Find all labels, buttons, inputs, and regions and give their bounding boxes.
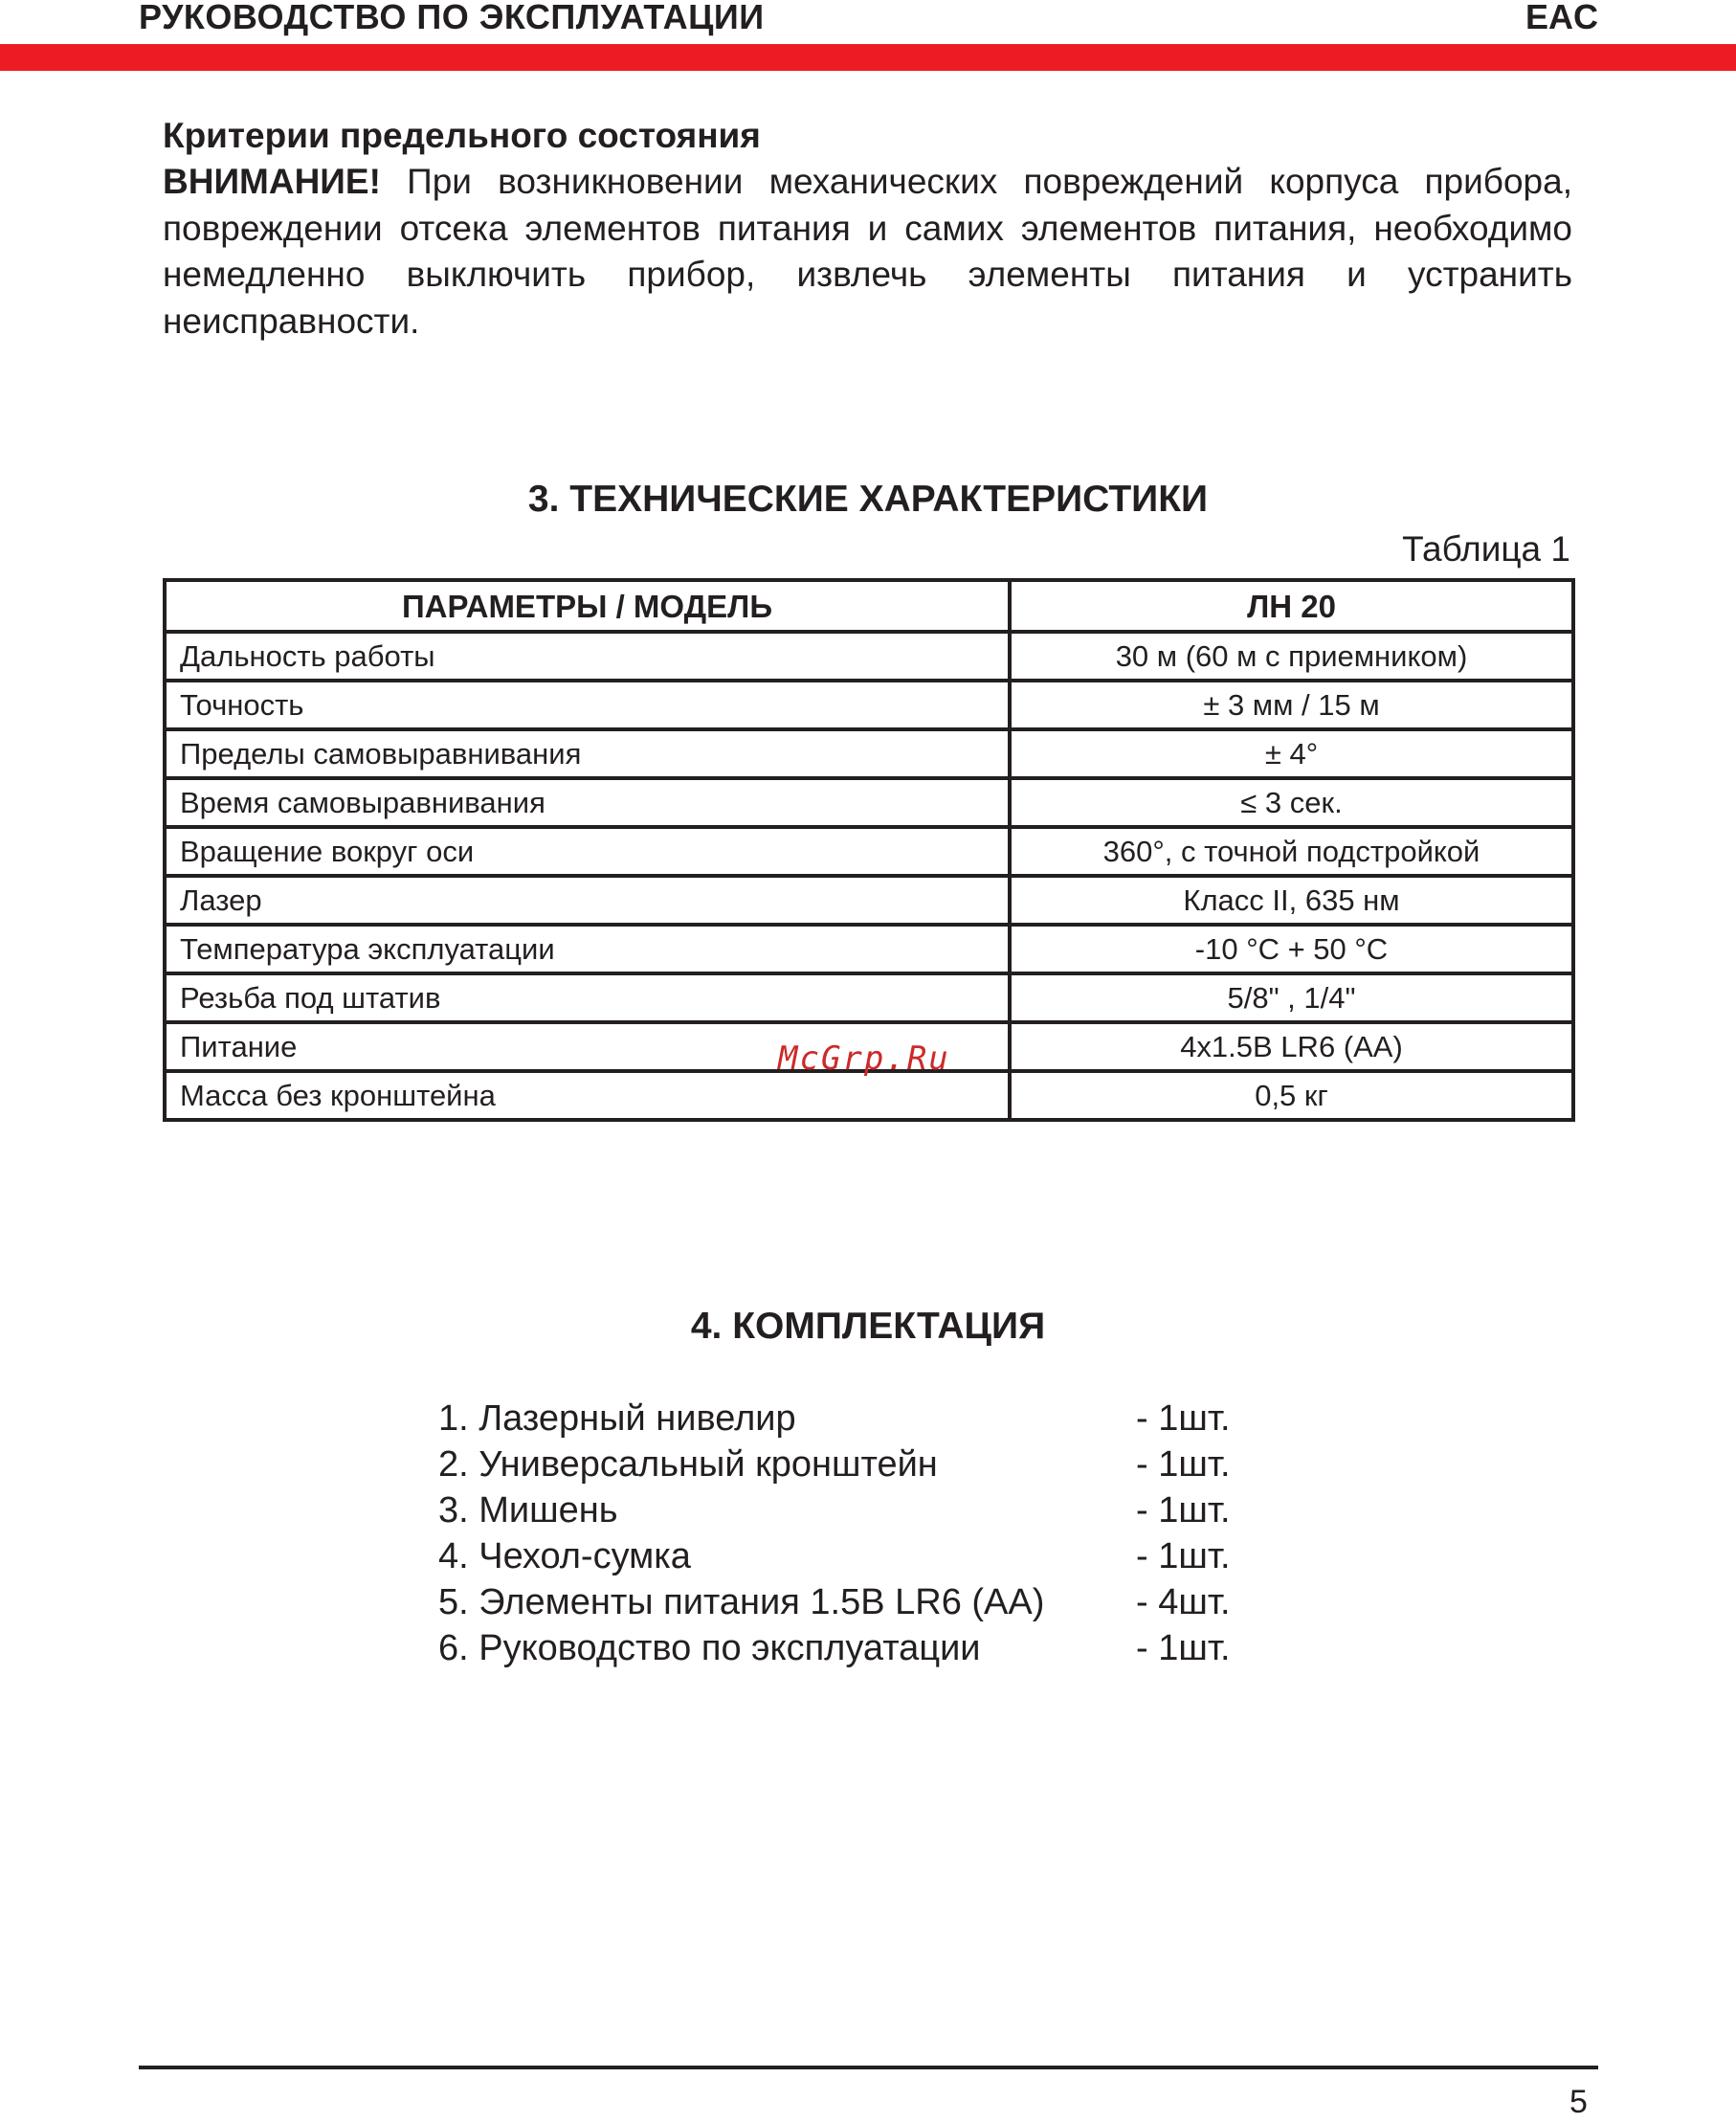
list-item: [438, 1487, 1300, 1533]
value-cell: -10 °C + 50 °C: [1010, 925, 1573, 973]
value-cell: ≤ 3 сек.: [1010, 778, 1573, 827]
value-cell: 0,5 кг: [1010, 1071, 1573, 1120]
kit-item-qty: - 1шт.: [1136, 1490, 1231, 1531]
table-caption: Таблица 1: [1402, 529, 1570, 569]
header-title: РУКОВОДСТВО ПО ЭКСПЛУАТАЦИИ: [139, 0, 765, 36]
param-cell: Масса без кронштейна: [165, 1071, 1010, 1120]
section-3-title: 3. ТЕХНИЧЕСКИЕ ХАРАКТЕРИСТИКИ: [527, 479, 1209, 520]
value-cell: Класс II, 635 нм: [1010, 876, 1573, 925]
value-cell: ± 4°: [1010, 729, 1573, 778]
kit-item-qty: - 1шт.: [1136, 1536, 1231, 1576]
kit-item-name: 3. Мишень: [438, 1490, 618, 1531]
page-number: 5: [1569, 2084, 1588, 2120]
list-item: [438, 1625, 1300, 1671]
kit-item-name: 1. Лазерный нивелир: [438, 1398, 796, 1439]
table-header-model: ЛН 20: [1010, 580, 1573, 632]
table-row: [165, 632, 1573, 681]
kit-item-name: 2. Универсальный кронштейн: [438, 1444, 938, 1485]
table-row: [165, 876, 1573, 925]
value-cell: ± 3 мм / 15 м: [1010, 681, 1573, 729]
watermark: McGrp.Ru: [778, 1039, 950, 1078]
value-cell: 5/8" , 1/4": [1010, 973, 1573, 1022]
param-cell: Точность: [165, 681, 1010, 729]
value-cell: 360°, с точной подстройкой: [1010, 827, 1573, 876]
param-cell: Дальность работы: [165, 632, 1010, 681]
warning-label: ВНИМАНИЕ!: [163, 162, 381, 201]
kit-item-name: 5. Элементы питания 1.5В LR6 (AA): [438, 1582, 1045, 1622]
table-header-row: [165, 580, 1573, 632]
table-row: [165, 827, 1573, 876]
table-row: [165, 681, 1573, 729]
list-item: [438, 1533, 1300, 1579]
kit-item-qty: - 4шт.: [1136, 1582, 1231, 1622]
value-cell: 4x1.5В LR6 (AA): [1010, 1022, 1573, 1071]
param-cell: Время самовыравнивания: [165, 778, 1010, 827]
header-red-bar: [0, 44, 1736, 71]
param-cell: Вращение вокруг оси: [165, 827, 1010, 876]
criteria-title: Критерии предельного состояния: [163, 116, 761, 155]
section-4-title: 4. КОМПЛЕКТАЦИЯ: [690, 1306, 1046, 1347]
list-item: [438, 1396, 1300, 1441]
kit-item-name: 4. Чехол-сумка: [438, 1536, 691, 1576]
table-row: [165, 778, 1573, 827]
table-row: [165, 729, 1573, 778]
table-header-params: ПАРАМЕТРЫ / МОДЕЛЬ: [165, 580, 1010, 632]
table-row: [165, 973, 1573, 1022]
kit-item-qty: - 1шт.: [1136, 1444, 1231, 1485]
table-row: [165, 1071, 1573, 1120]
warning-paragraph: [163, 159, 1572, 345]
kit-item-qty: - 1шт.: [1136, 1628, 1231, 1668]
table-row: [165, 925, 1573, 973]
value-cell: 30 м (60 м с приемником): [1010, 632, 1573, 681]
warning-text: При возникновении механических повреждений корпуса прибора, повреждении отсека элементов питания и самих элементов питания, необходимо немедленно выключить прибор, извлечь элементы питания и устранить неисправности.: [163, 162, 1572, 341]
param-cell: Питание: [165, 1022, 1010, 1071]
param-cell: Температура эксплуатации: [165, 925, 1010, 973]
param-cell: Лазер: [165, 876, 1010, 925]
kit-item-qty: - 1шт.: [1136, 1398, 1231, 1439]
list-item: [438, 1441, 1300, 1487]
kit-item-name: 6. Руководство по эксплуатации: [438, 1628, 981, 1668]
param-cell: Резьба под штатив: [165, 973, 1010, 1022]
param-cell: Пределы самовыравнивания: [165, 729, 1010, 778]
footer-rule: [139, 2066, 1598, 2069]
list-item: [438, 1579, 1300, 1625]
eac-mark: EAC: [1525, 0, 1599, 36]
kit-list: [438, 1396, 1300, 1671]
